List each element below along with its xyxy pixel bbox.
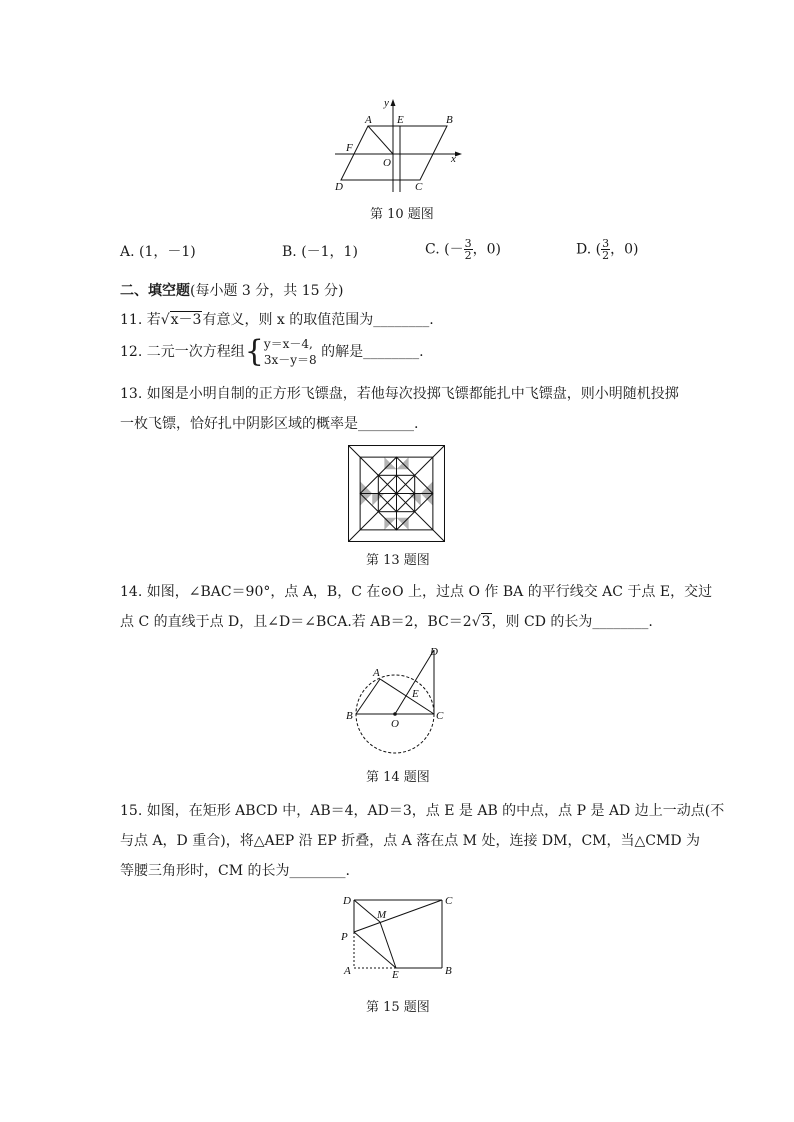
q10-option-c-den: 2 (464, 249, 472, 262)
fig15-label-p: P (341, 931, 348, 943)
q15-line-2: 与点 A，D 重合)，将△AEP 沿 EP 折叠，点 A 落在点 M 处，连接 DM，CM，当△CMD 为 (120, 833, 700, 849)
q12-suffix: 的解是________. (321, 344, 424, 360)
fig15-label-b: B (445, 965, 452, 977)
figure-14-caption: 第 14 题图 (366, 770, 430, 785)
q11-radicand: x－3 (170, 312, 202, 328)
q10-option-d (576, 238, 638, 261)
q10-option-a: A. (1，－1) (120, 244, 196, 260)
q10-option-c-prefix: C. (－ (425, 241, 464, 258)
fig10-label-y: y (384, 97, 389, 109)
q14-line-2-suffix: ，则 CD 的长为________. (491, 614, 653, 630)
fig14-label-b: B (346, 710, 353, 722)
q10-option-c (425, 238, 501, 261)
question-12: 12. 二元一次方程组{ y＝x－4, 3x－y＝8 的解是________. (120, 334, 424, 369)
fig10-label-d: D (335, 181, 343, 193)
figure-15-caption: 第 15 题图 (366, 1000, 430, 1015)
figure-15 (336, 890, 460, 980)
fig15-label-m: M (377, 909, 387, 921)
q11-prefix: 11. 若 (120, 312, 161, 328)
fig15-label-c: C (445, 895, 453, 907)
figure-14 (342, 642, 454, 762)
q14-line-2: 点 C 的直线于点 D，且∠D＝∠BCA.若 AB＝2，BC＝2√3，则 CD 的长为________. (120, 614, 653, 630)
fig15-label-a: A (344, 965, 351, 977)
fig10-label-e: E (397, 114, 404, 126)
q10-option-d-prefix: D. ( (576, 241, 602, 258)
fig10-label-a: A (365, 114, 372, 126)
q14-line-1: 14. 如图，∠BAC＝90°，点 A，B，C 在⊙O 上，过点 O 作 BA 的平行线交 AC 于点 E，交过 (120, 584, 713, 600)
fig14-label-c: C (436, 710, 444, 722)
q13-line-2: 一枚飞镖，恰好扎中阴影区域的概率是________. (120, 416, 419, 432)
q15-line-1: 15. 如图，在矩形 ABCD 中，AB＝4，AD＝3，点 E 是 AB 的中点，点 P 是 AD 边上一动点(不 (120, 803, 725, 819)
q10-option-b: B. (－1，1) (282, 244, 358, 260)
section-2-title: 二、填空题 (120, 283, 190, 299)
section-2-heading (120, 281, 343, 301)
figure-13 (348, 445, 445, 542)
q10-option-c-suffix: ，0) (472, 241, 501, 258)
q11-suffix: 有意义，则 x 的取值范围为________. (202, 312, 434, 328)
section-2-note: (每小题 3 分，共 15 分) (190, 283, 344, 299)
fig10-label-b: B (446, 114, 453, 126)
fig14-label-a: A (373, 667, 380, 679)
q12-prefix: 12. 二元一次方程组 (120, 344, 245, 360)
q12-equation-2: 3x－y＝8 (263, 353, 317, 367)
q10-option-d-den: 2 (602, 249, 610, 262)
q12-equation-1: y＝x－4, (263, 337, 313, 351)
fig10-label-c: C (415, 181, 423, 193)
fig14-label-e: E (412, 688, 419, 700)
q13-line-1: 13. 如图是小明自制的正方形飞镖盘，若他每次投掷飞镖都能扎中飞镖盘，则小明随机投掷 (120, 386, 679, 402)
q10-option-c-num: 3 (464, 237, 472, 250)
q14-sqrt-radicand: 3 (481, 614, 491, 630)
fig15-label-d: D (343, 895, 351, 907)
fig14-label-o: O (391, 718, 399, 730)
q10-option-d-suffix: ，0) (610, 241, 639, 258)
q15-line-3: 等腰三角形时，CM 的长为________. (120, 863, 350, 879)
q14-line-2-prefix: 点 C 的直线于点 D，且∠D＝∠BCA.若 AB＝2，BC＝2 (120, 614, 472, 630)
figure-13-caption: 第 13 题图 (366, 553, 430, 568)
q10-option-d-num: 3 (602, 237, 610, 250)
fig15-label-e: E (392, 969, 399, 980)
question-11: 11. 若√x－3有意义，则 x 的取值范围为________. (120, 312, 434, 328)
fig14-label-d: D (430, 646, 438, 658)
fig10-label-o: O (383, 157, 391, 169)
fig10-label-f: F (346, 142, 353, 154)
figure-10 (330, 96, 465, 198)
fig10-label-x: x (451, 153, 456, 165)
figure-10-caption: 第 10 题图 (370, 207, 434, 222)
